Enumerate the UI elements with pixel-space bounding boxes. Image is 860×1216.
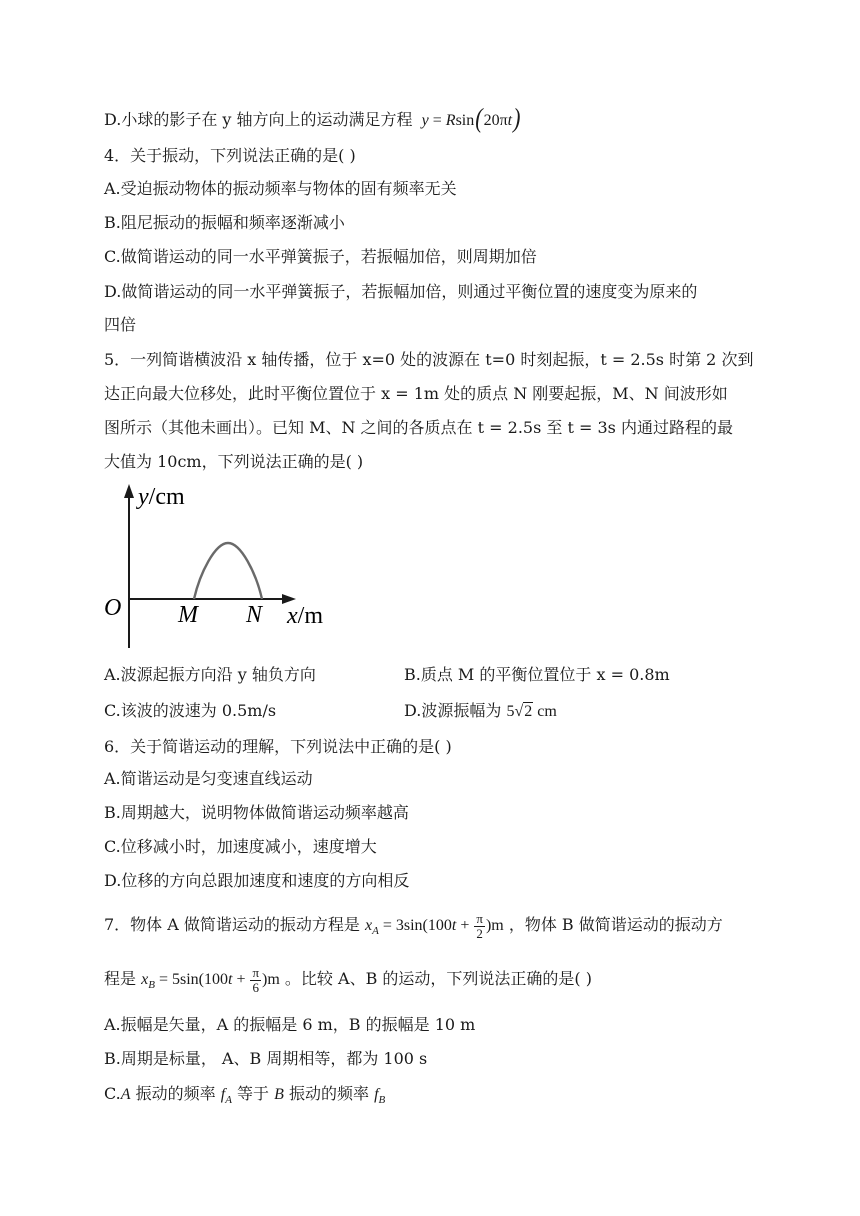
q3-option-d-text: D.小球的影子在 y 轴方向上的运动满足方程 [104, 110, 413, 129]
q4-stem: 4．关于振动，下列说法正确的是( ) [104, 146, 356, 165]
q6-option-d: D.位移的方向总跟加速度和速度的方向相反 [104, 871, 410, 890]
q3-option-d-formula: y = Rsin(20πt) [417, 101, 521, 133]
q6-option-b: B.周期越大，说明物体做简谐运动频率越高 [104, 803, 409, 822]
q4-option-a: A.受迫振动物体的振动频率与物体的固有频率无关 [104, 179, 457, 198]
q7-option-b: B.周期是标量， A、B 周期相等，都为 100 s [104, 1049, 428, 1068]
q4-option-c: C.做简谐运动的同一水平弹簧振子，若振幅加倍，则周期加倍 [104, 247, 537, 266]
q5-option-a: A.波源起振方向沿 y 轴负方向 [104, 665, 316, 684]
y-axis-arrow [124, 484, 134, 498]
q5-stem-line2: 达正向最大位移处，此时平衡位置位于 x = 1m 处的质点 N 刚要起振，M、N 间波形如 [104, 384, 728, 403]
y-axis-label: y/cm [138, 484, 185, 510]
q5-wave-figure [100, 478, 340, 658]
q7-stem-line2-b: 。比较 A、B 的运动，下列说法正确的是( ) [284, 969, 592, 988]
q6-stem: 6．关于简谐运动的理解，下列说法中正确的是( ) [104, 737, 452, 756]
q7-stem-line2-a: 程是 [104, 969, 137, 988]
q5-option-b: B.质点 M 的平衡位置位于 x = 0.8m [404, 665, 670, 684]
point-m-label: M [178, 602, 198, 628]
q7-formula-a: $x_A = 3\sin(100t$ + $\frac{\pi}{2}$ )m [365, 910, 504, 941]
q7-stem-line1 [104, 908, 723, 948]
q7-stem-line1-b: ，物体 B 做简谐运动的振动方 [508, 915, 723, 934]
q7-stem-line2 [104, 962, 592, 1002]
q6-option-a: A.简谐运动是匀变速直线运动 [104, 769, 313, 788]
q4-option-d-line2: 四倍 [104, 315, 137, 334]
q7-option-a: A.振幅是矢量，A 的振幅是 6 m，B 的振幅是 10 m [104, 1015, 476, 1034]
q3-option-d [104, 101, 521, 133]
point-n-label: N [246, 602, 263, 628]
q5-option-c: C.该波的波速为 0.5m/s [104, 701, 277, 720]
q7-formula-b: $x_B = 5\sin(100t$ + $\frac{\pi}{6}$ )m [141, 964, 280, 995]
q4-option-b: B.阻尼振动的振幅和频率逐渐减小 [104, 213, 345, 232]
q7-stem-line1-a: 7．物体 A 做简谐运动的振动方程是 [104, 915, 360, 934]
q4-option-d-line1: D.做简谐运动的同一水平弹簧振子，若振幅加倍，则通过平衡位置的速度变为原来的 [104, 282, 698, 301]
q5-option-d: D.波源振幅为 5√2 cm [404, 701, 557, 720]
q7-option-c: C.A 振动的频率 $f_A$ 等于 B 振动的频率 $f_B$ [104, 1084, 386, 1106]
q5-stem-line1: 5．一列简谐横波沿 x 轴传播，位于 x=0 处的波源在 t=0 时刻起振，t = 2.5s 时第 2 次到 [104, 350, 754, 369]
wave-curve [194, 543, 262, 599]
q6-option-c: C.位移减小时，加速度减小，速度增大 [104, 837, 377, 856]
x-axis-label: x/m [287, 603, 323, 629]
q5-stem-line3: 图所示（其他未画出）。已知 M、N 之间的各质点在 t = 2.5s 至 t = 3s 内通过路程的最 [104, 418, 733, 437]
origin-label: O [104, 595, 122, 621]
q5-stem-line4: 大值为 10cm，下列说法正确的是( ) [104, 452, 364, 471]
